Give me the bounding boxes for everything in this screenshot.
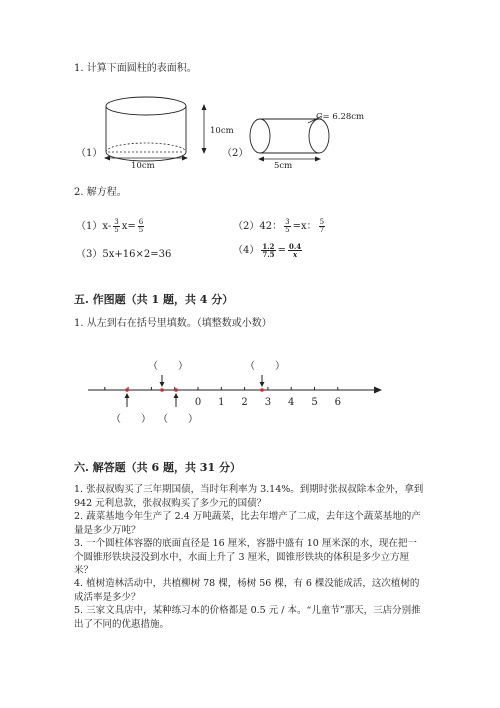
figure-2-length: 5cm bbox=[274, 161, 293, 171]
arrow-down bbox=[260, 375, 265, 387]
arrow-up bbox=[125, 393, 130, 407]
marked-point bbox=[260, 388, 264, 392]
equation-2-fraction-2: $\frac{5}{7}$ bbox=[319, 218, 325, 234]
figure-1-diameter: 10cm bbox=[131, 161, 155, 171]
figure-1-height: 10cm bbox=[210, 126, 234, 136]
equation-2-part-a: 42： bbox=[259, 221, 283, 232]
arrow-up bbox=[174, 393, 179, 407]
problem-5: 5. 三家文具店中，某种练习本的价格都是 0.5 元 / 本。“儿童节”那天，三店分别推出了不同的优惠措施。 bbox=[74, 605, 421, 630]
equation-3-text: 5x+16×2=36 bbox=[102, 249, 172, 260]
question-1-title: 1. 计算下面圆柱的表面积。 bbox=[74, 63, 197, 74]
equation-1-part-a: x- bbox=[102, 221, 112, 232]
equation-1-part-b: x= bbox=[121, 221, 136, 232]
problem-2: 2. 蔬菜基地今年生产了 2.4 万吨蔬菜，比去年增产了二成，去年这个蔬菜基地的产量是多少万吨？ bbox=[74, 511, 421, 536]
section-6-heading: 六. 解答题（共 6 题，共 31 分） bbox=[74, 461, 241, 474]
equation-4-equals: = bbox=[277, 245, 286, 256]
marked-point bbox=[160, 388, 164, 392]
number-line-label: 4 bbox=[288, 397, 295, 408]
figure-2-label: （2） bbox=[222, 148, 249, 159]
section-5-question-1: 1. 从左到右在括号里填数。（填整数或小数） bbox=[74, 318, 272, 329]
answer-bracket-top-2[interactable]: （ ） bbox=[245, 361, 285, 372]
answer-bracket-bottom-2[interactable]: （ ） bbox=[158, 414, 198, 425]
equation-1 bbox=[76, 219, 146, 234]
question-2-title: 2. 解方程。 bbox=[74, 187, 127, 198]
equation-2-label: （2） bbox=[233, 221, 260, 232]
figure-2-circumference: C= 6.28cm bbox=[316, 112, 365, 122]
equation-4-fraction-2: $\frac{0.4}{x}$ bbox=[288, 242, 302, 259]
number-line-label: 0 bbox=[194, 397, 202, 408]
equation-2 bbox=[233, 219, 327, 234]
equation-3 bbox=[76, 248, 171, 261]
cylinder-upright-figure bbox=[104, 97, 207, 161]
number-line-label: 5 bbox=[311, 397, 318, 408]
marked-point bbox=[125, 388, 129, 392]
number-line-label: 6 bbox=[334, 397, 341, 408]
figure-1-label: （1） bbox=[76, 148, 103, 159]
problem-1: 1. 张叔叔购买了三年期国债，当时年利率为 3.14%。到期时张叔叔除本金外，拿到 942 元利息款，张叔叔购买了多少元的国债？ bbox=[74, 484, 424, 509]
number-line-label: 2 bbox=[241, 397, 248, 408]
number-line-label: 3 bbox=[264, 397, 272, 408]
equation-1-fraction-1: $\frac{3}{5}$ bbox=[114, 218, 119, 234]
equation-3-label: （3） bbox=[76, 249, 103, 260]
arrow-down bbox=[160, 375, 165, 387]
equation-1-fraction-2: $\frac{6}{5}$ bbox=[138, 218, 144, 234]
answer-bracket-top-1[interactable]: （ ） bbox=[148, 361, 188, 372]
equation-4 bbox=[233, 243, 304, 258]
number-line-arrow bbox=[374, 387, 382, 394]
equation-4-fraction-1: $\frac{1.2}{7.5}$ bbox=[262, 242, 275, 259]
equation-1-label: （1） bbox=[76, 221, 103, 232]
section-5-heading: 五. 作图题（共 1 题，共 4 分） bbox=[74, 293, 234, 306]
cylinder-horizontal-figure bbox=[250, 116, 329, 162]
problem-4: 4. 植树造林活动中，共植柳树 78 棵，杨树 56 棵，有 6 棵没能成活，这次植树的成活率是多少？ bbox=[74, 578, 420, 603]
number-line-label: 1 bbox=[218, 397, 225, 408]
problem-3: 3. 一个圆柱体容器的底面直径是 16 厘米，容器中盛有 10 厘米深的水，现在把一个圆锥形铁块浸没到水中，水面上升了 3 厘米，圆锥形铁块的体积是多少立方厘米？ bbox=[74, 538, 417, 576]
equation-4-label: （4） bbox=[233, 245, 260, 256]
equation-2-part-b: =x： bbox=[292, 221, 317, 232]
answer-bracket-bottom-1[interactable]: （ ） bbox=[111, 414, 151, 425]
equation-2-fraction-1: $\frac{3}{5}$ bbox=[285, 218, 290, 234]
marked-point bbox=[174, 388, 178, 392]
